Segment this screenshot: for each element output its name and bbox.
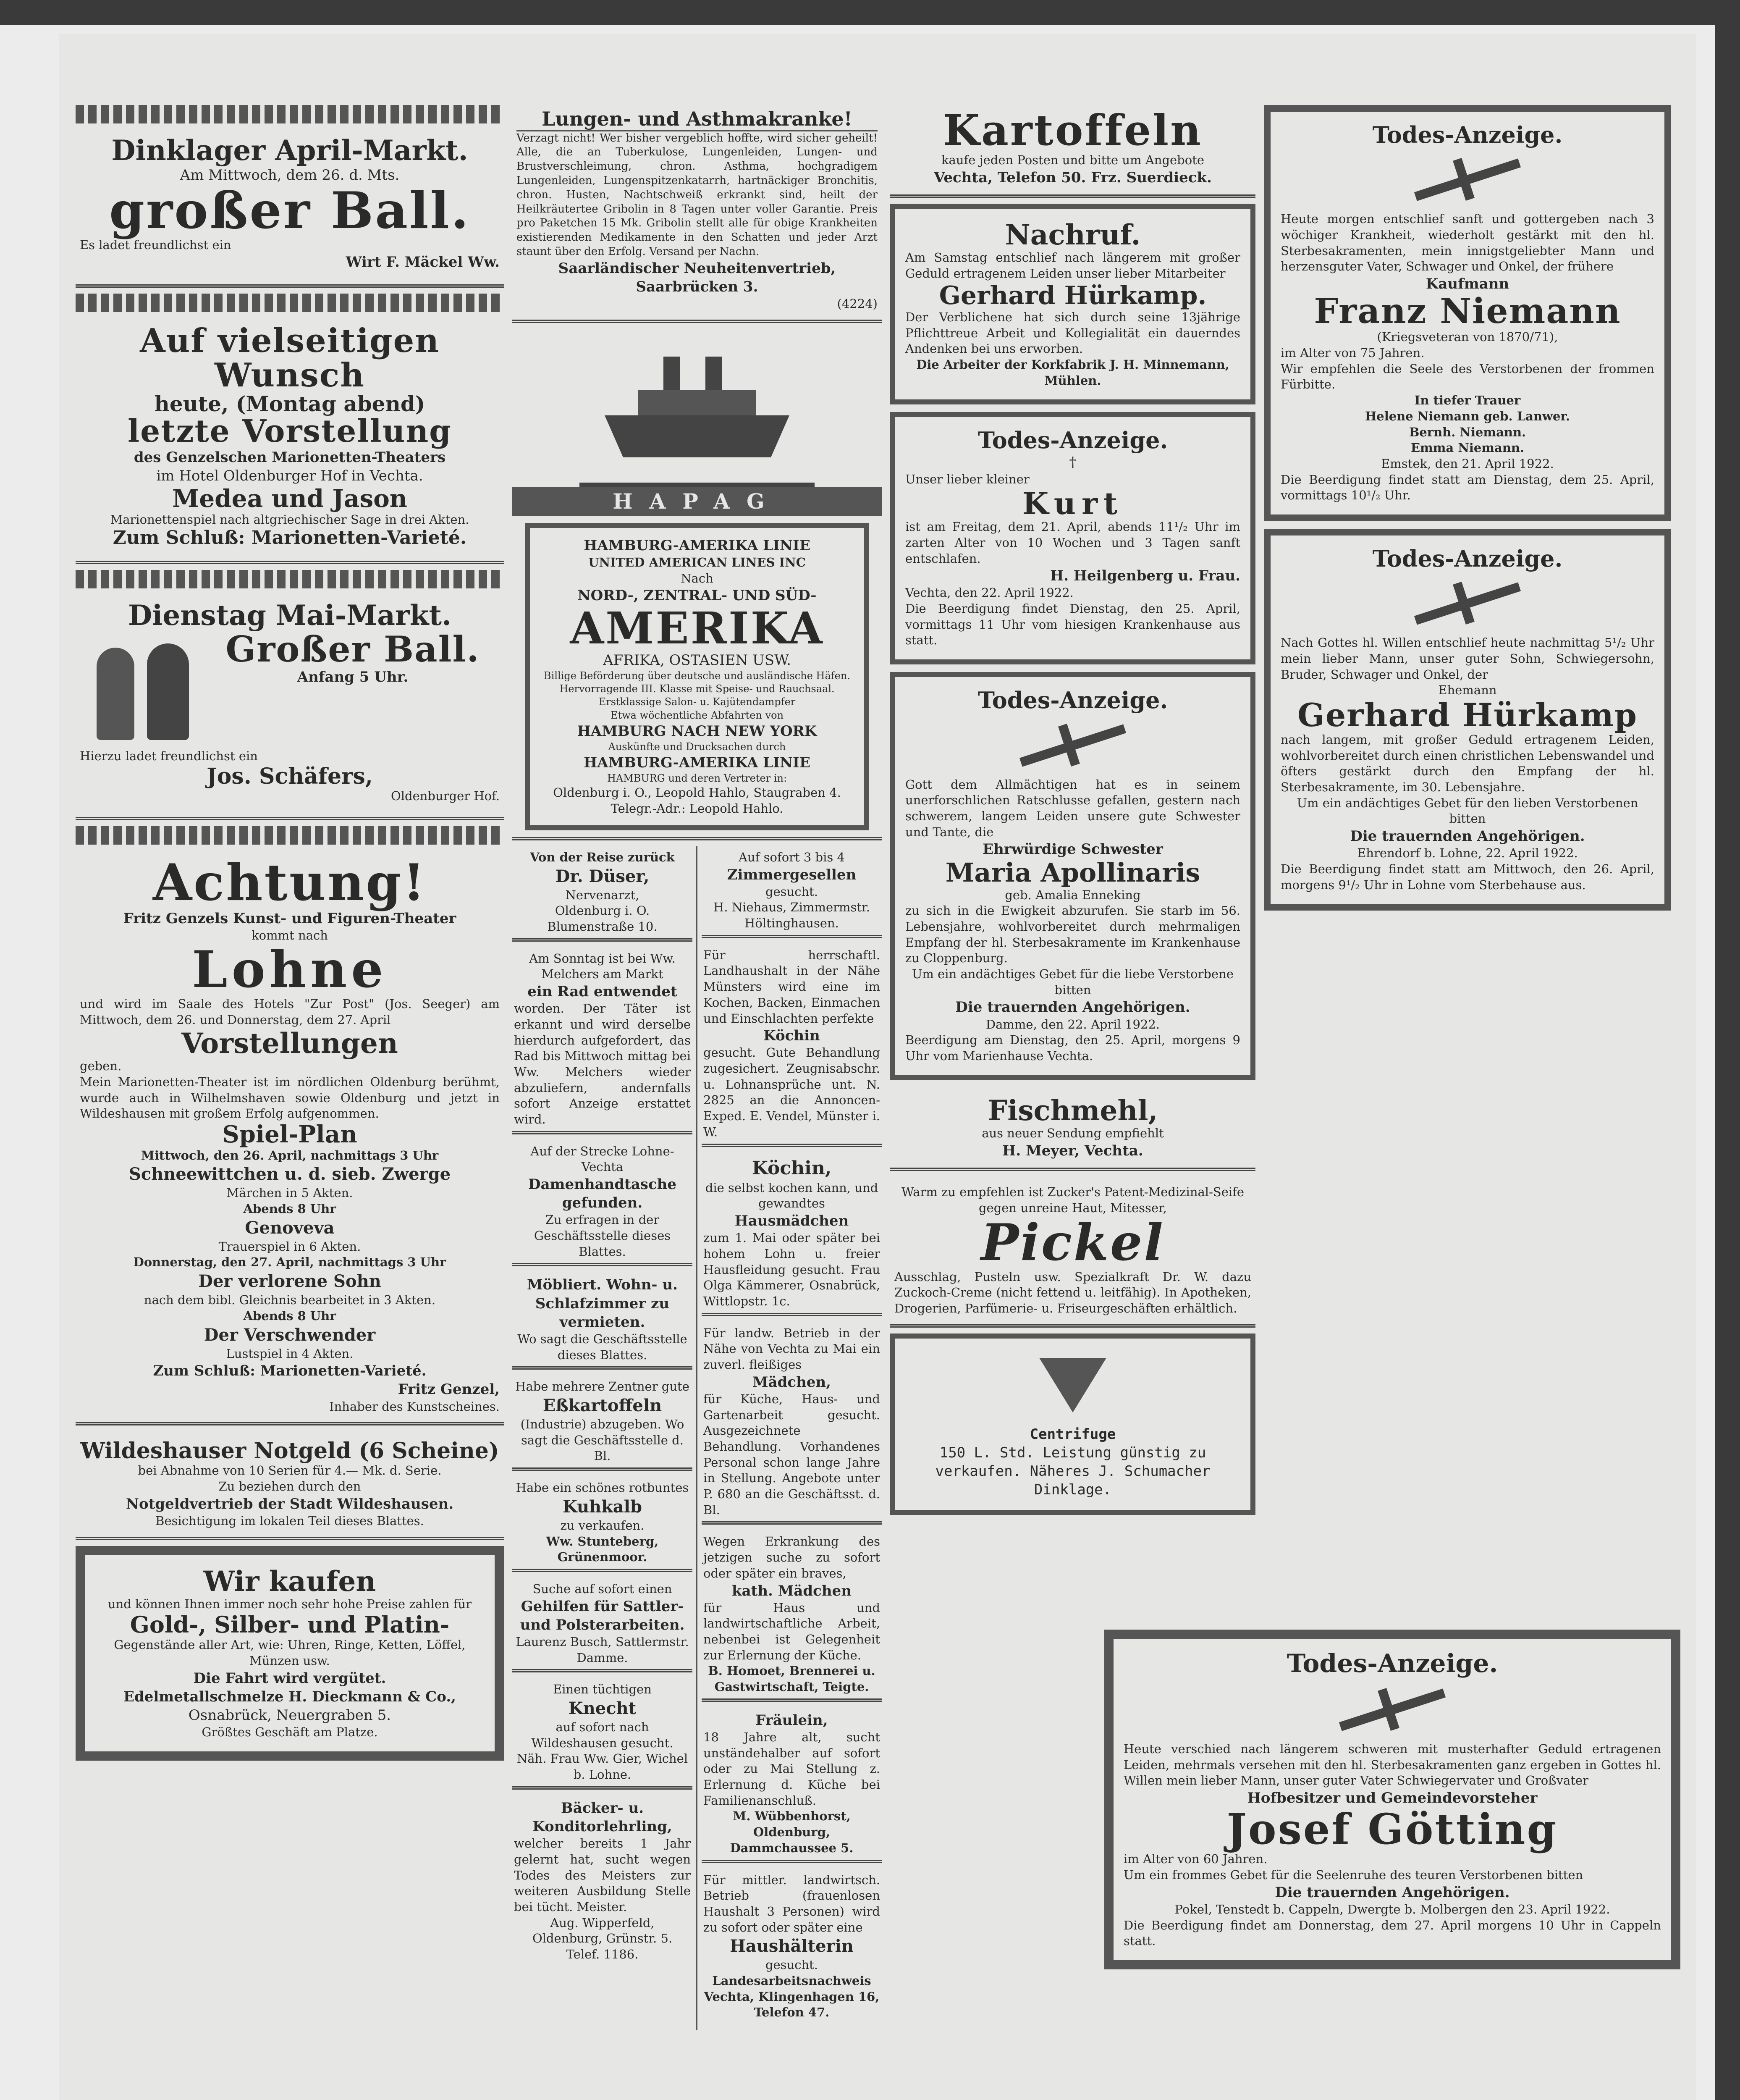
ad-line: aus neuer Sendung empfiehlt (982, 1126, 1164, 1141)
ad-line: Genoveva (245, 1218, 335, 1238)
classified-body: für Küche, Haus- und Gartenarbeit gesucht. Ausgezeichnete Behandlung. Vorhandenes Personal schon lange Jahre in Stellung. Angebote unter P. 680 an die Geschäftsst. d. Bl. (703, 1391, 880, 1517)
ad-wir-kaufen (76, 1546, 504, 1761)
classified-left (512, 846, 697, 2030)
classified-headline: Gehilfen für Sattler- und Polsterarbeiten. (520, 1598, 685, 1633)
column-3 (890, 101, 1255, 1522)
ad-big-text: AMERIKA (570, 602, 824, 654)
ad-line: heute, (Montag abend) (154, 391, 425, 417)
classified-ad (512, 948, 692, 1134)
classified-line: zu verkaufen. (560, 1518, 645, 1533)
cross-icon: † (1069, 454, 1077, 471)
ad-line: Abends 8 Uhr (243, 1202, 336, 1216)
classified-body: 18 Jahre alt, sucht unständehalber auf sofort oder zu Mai Stellung z. Erlernung d. Küche bei Familienanschluß. (703, 1730, 880, 1808)
classified-ad (512, 1140, 692, 1267)
classified-line: M. Wübbenhorst, Oldenburg, Dammchaussee 5. (730, 1809, 854, 1855)
ad-kartoffeln (890, 101, 1255, 198)
ad-fischmehl (890, 1088, 1255, 1171)
notice-name: Kurt (1022, 485, 1124, 521)
notice-body: nach langem, mit großer Geduld ertragenem Leiden, wohlvorbereitet durch einen christlichen Lebenswandel und öfters gestärkt durch den Empfang der hl. Sterbesakramente, im 30. Lebensjahre. (1281, 732, 1654, 794)
notice-place: Pokel, Tenstedt b. Cappeln, Dwergte b. Molbergen den 23. April 1922. (1174, 1902, 1610, 1916)
classified-line: Am Sonntag ist bei Ww. Melchers am Markt (529, 951, 676, 982)
scan-right-edge (1715, 0, 1740, 2100)
classified-headline: Knecht (568, 1698, 637, 1719)
notice-body: Die Beerdigung findet am Donnerstag, dem 27. April morgens 10 Uhr in Cappeln statt. (1124, 1918, 1661, 1948)
classified-line: Nervenarzt, (565, 887, 639, 902)
classified-line: Zu erfragen in der Geschäftsstelle dieses Blattes. (534, 1213, 671, 1259)
ad-line: Telegr.-Adr.: Leopold Hahlo. (611, 801, 784, 816)
nachruf-huerkamp (890, 204, 1255, 404)
ad-big-text: Pickel (981, 1213, 1165, 1272)
classified-line: Habe ein schönes rotbuntes (516, 1480, 689, 1495)
ad-line: Abends 8 Uhr (243, 1308, 336, 1323)
ad-line: Märchen in 5 Akten. (226, 1186, 353, 1200)
notice-line: im Alter von 60 Jahren. (1124, 1852, 1268, 1866)
notice-body: Die Beerdigung findet statt am Mittwoch, den 26. April, morgens 9¹/₂ Uhr in Lohne vom Sterbehause aus. (1281, 861, 1654, 892)
ad-headline: Gold-, Silber- und Platin- (130, 1611, 450, 1638)
classified-line: Ww. Stunteberg, Grünenmoor. (546, 1534, 659, 1564)
ad-headline: Auf vielseitigen Wunsch (140, 321, 440, 394)
notice-line: In tiefer Trauer (1414, 393, 1521, 408)
classified-ad (702, 1530, 882, 1701)
notice-line: Helene Niemann geb. Lanwer. (1365, 409, 1570, 423)
ad-line: HAMBURG-AMERIKA LINIE (584, 754, 810, 772)
notice-body: Um ein andächtiges Gebet für den lieben Verstorbenen bitten (1297, 795, 1638, 826)
notice-name: Gerhard Hürkamp. (939, 281, 1207, 310)
classified-headline: Kuhkalb (563, 1496, 642, 1517)
notice-title: Nachruf. (1005, 218, 1141, 251)
classified-section (512, 846, 882, 2030)
ad-line: HAMBURG und deren Vertreter in: (607, 772, 787, 785)
classified-headline: Zimmergesellen (727, 866, 857, 883)
ad-body: Mein Marionetten-Theater ist im nördlichen Oldenburg berühmt, wurde auch in Wilhelmshaven sowie Oldenburg und jetzt in Wildeshausen mit großem Erfolg aufgenommen. (80, 1075, 500, 1121)
ad-headline: Vorstellungen (181, 1026, 398, 1060)
classified-line: Landesarbeitsnachweis Vechta, Klingenhagen 16, Telefon 47. (704, 1973, 880, 2020)
notice-body: Die Beerdigung findet statt am Dienstag, dem 25. April, vormittags 10¹/₂ Uhr. (1281, 472, 1654, 503)
ad-signature: Jos. Schäfers, (207, 763, 373, 789)
ad-signature: H. Meyer, Vechta. (1002, 1142, 1143, 1159)
classified-body: Für herrschaftl. Landhaushalt in der Nähe Münsters wird eine im Kochen, Backen, Einmachen und Einschlachten perfekte (703, 948, 880, 1026)
notice-place: Vechta, den 22. April 1922. (905, 585, 1074, 600)
ad-big-text: großer Ball. (109, 181, 470, 240)
todes-anzeige-huerkamp (1264, 529, 1671, 911)
ad-line: Es ladet freundlichst ein (80, 237, 231, 252)
ad-body: Ausschlag, Pusteln usw. Spezialkraft Dr. W. dazu Zuckoch-Creme (nicht fettend u. leitfähig). In Apotheken, Drogerien, Parfümerie- u. Friseurgeschäften erhältlich. (894, 1269, 1251, 1315)
classified-line: Suche auf sofort einen (532, 1581, 672, 1596)
ad-line: nach dem bibl. Gleichnis bearbeitet in 3 Akten. (144, 1293, 436, 1307)
ad-line: Saarbrücken 3. (636, 278, 758, 295)
ad-line: Gegenstände aller Art, wie: Uhren, Ringe, Ketten, Löffel, Münzen usw. (114, 1638, 466, 1668)
ad-line: Etwa wöchentliche Abfahrten von (610, 709, 784, 721)
notice-signature: Die Arbeiter der Korkfabrik J. H. Minnemann, Mühlen. (916, 357, 1229, 388)
ad-body: Warm zu empfehlen ist Zucker's Patent-Medizinal-Seife gegen unreine Haut, Mitesser, (901, 1185, 1245, 1215)
notice-line: Kaufmann (1426, 276, 1509, 293)
notice-name: Gerhard Hürkamp (1297, 696, 1638, 734)
ad-line: Hierzu ladet freundlichst ein (80, 748, 258, 763)
ad-big-text: Großer Ball. (225, 628, 480, 670)
classified-line: gesucht. (765, 1958, 818, 1972)
ad-line: Oldenburg i. O., Leopold Hahlo, Staugraben 4. (553, 785, 841, 800)
notice-body: Am Samstag entschlief nach längerem mit großer Geduld ertragenem Leiden unser lieber Mitarbeiter (905, 250, 1240, 281)
notice-name: Josef Götting (1226, 1804, 1558, 1854)
notice-body: Heute verschied nach längerem schweren mit musterhafter Geduld ertragenen Leiden, mehrmals versehen mit den hl. Sterbesakramenten ganz ergeben in Gottes hl. Willen mein lieber Mann, unser guter Vater Schwiegervater und Großvater (1124, 1742, 1661, 1788)
steamship-illustration (579, 331, 815, 487)
classified-line: Wo sagt die Geschäftsstelle dieses Blattes. (517, 1332, 687, 1362)
notice-signature: Die trauernden Angehörigen. (1350, 828, 1585, 845)
classified-right (702, 846, 882, 2030)
notice-line: Hofbesitzer und Gemeindevorsteher (1247, 1790, 1538, 1807)
ad-line: bei Abnahme von 10 Serien für 4.— Mk. d. Serie. (138, 1463, 442, 1478)
classified-line: Auf der Strecke Lohne-Vechta (530, 1144, 674, 1174)
notice-place: Emstek, den 21. April 1922. (1381, 456, 1554, 471)
ad-line: HAMBURG NACH NEW YORK (577, 722, 817, 740)
ad-line: Donnerstag, den 27. April, nachmittags 3 Uhr (133, 1255, 446, 1270)
palm-cross-icon (1321, 1684, 1464, 1735)
hapag-logo: HAPAG (512, 487, 882, 516)
ornament-border (76, 826, 504, 845)
notice-body: Der Verblichene hat sich durch seine 13jährige Pflichttreue Arbeit und Kollegialität ein dauerndes Andenken bei uns erworben. (905, 310, 1240, 356)
ad-body: 150 L. Std. Leistung günstig zu verkaufen. Näheres J. Schumacher Dinklage. (935, 1444, 1211, 1499)
notice-body: Wir empfehlen die Seele des Verstorbenen der frommen Fürbitte. (1281, 361, 1654, 392)
notice-name: Maria Apollinaris (945, 857, 1200, 888)
notice-body: Um ein frommes Gebet für die Seelenruhe des teuren Verstorbenen bitten (1124, 1867, 1583, 1882)
classified-line: B. Homoet, Brennerei u. Gastwirtschaft, Teigte. (708, 1664, 875, 1694)
ad-line: Auskünfte und Drucksachen durch (608, 740, 786, 753)
ad-headline: letzte Vorstellung (128, 413, 452, 450)
ornament-border (76, 570, 504, 588)
hapag-box (525, 523, 869, 830)
notice-body: Unser lieber kleiner (905, 472, 1030, 486)
scan-top-edge (0, 0, 1740, 25)
classified-line: (Industrie) abzugeben. Wo sagt die Geschäftsstelle d. Bl. (520, 1417, 684, 1463)
ad-body: Billige Beförderung über deutsche und ausländische Häfen. Hervorragende III. Klasse mit Speise- und Rauchsaal. Erstklassige Salon- u. Kajütendampfer (544, 669, 850, 708)
ad-notgeld (76, 1431, 504, 1540)
ad-hapag (512, 331, 882, 840)
centrifuge-icon (1022, 1354, 1123, 1421)
ad-headline: Spiel-Plan (222, 1121, 357, 1149)
ad-headline: Achtung! (153, 853, 427, 912)
ad-headline: Fischmehl, (988, 1094, 1158, 1127)
ad-line: Am Mittwoch, dem 26. d. Mts. (180, 166, 400, 184)
ad-line: kommt nach (252, 928, 328, 942)
ad-line: Trauerspiel in 6 Akten. (218, 1239, 361, 1254)
classified-ad (702, 1869, 882, 2024)
ad-line: UNITED AMERICAN LINES INC (588, 555, 806, 570)
notice-name: Franz Niemann (1314, 291, 1621, 332)
ad-signature: Saarländischer Neuheitenvertrieb, (558, 260, 836, 277)
ad-line: Zu beziehen durch den (218, 1479, 361, 1494)
notice-line: (Kriegsveteran von 1870/71), (1377, 330, 1558, 344)
classified-headline: Köchin (763, 1027, 820, 1045)
ad-line: kaufe jeden Posten und bitte um Angebote (941, 153, 1205, 167)
ad-figuren-theater (76, 849, 504, 1426)
notice-line: im Alter von 75 Jahren. (1281, 346, 1425, 360)
ad-line: Marionettenspiel nach altgriechischer Sage in drei Akten. (110, 512, 469, 527)
classified-line: H. Niehaus, Zimmermstr. Höltinghausen. (713, 900, 870, 931)
ad-headline: Medea und Jason (172, 484, 407, 513)
ad-body: Verzagt nicht! Wer bisher vergeblich hoffte, wird sicher geheilt! Alle, die an Tuberkulose, Lungenleiden, Lungen- und Brustverschleimung, chron. Asthma, hochgradigem Lungenleiden, Lungenspitzenkatarrh, hartnäckiger Bronchitis, chron. Husten, Nachtschweiß erkrankt sind, heilt der Heilkräutertee Gribolin in 8 Tagen unter voller Garantie. Preis pro Paketchen 15 Mk. Gribolin stellt alle für obige Krankheiten existierenden Medikamente in den Schatten und jeder Arzt staunt über den Erfolg. Versand per Nachn. (516, 131, 878, 258)
ad-line: Der Verschwender (204, 1325, 376, 1345)
classified-headline: Dr. Düser, (555, 866, 650, 886)
classified-line: Oldenburg i. O. Blumenstraße 10. (547, 903, 658, 934)
notice-place: Ehrendorf b. Lohne, 22. April 1922. (1357, 846, 1578, 861)
todes-anzeige-niemann (1264, 105, 1671, 521)
ad-headline: Dienstag Mai-Markt. (128, 599, 451, 632)
ad-signature: Edelmetallschmelze H. Dieckmann & Co., (123, 1688, 456, 1705)
notice-body: Um ein andächtiges Gebet für die liebe Verstorbene bitten (912, 967, 1234, 997)
classified-ad (512, 1678, 692, 1789)
notice-body: Beerdigung am Dienstag, den 25. April, morgens 9 Uhr vom Marienhause Vechta. (905, 1033, 1240, 1063)
ad-line: NORD-, ZENTRAL- UND SÜD- (577, 587, 817, 604)
ad-line: des Genzelschen Marionetten-Theaters (134, 449, 446, 466)
notice-line: Ehrwürdige Schwester (983, 841, 1163, 858)
notice-body: zu sich in die Ewigkeit abzurufen. Sie starb im 56. Lebensjahre, wohlvorbereitet durch mehrmaligen Empfang der hl. Sterbesakramente im Krankenhause zu Cloppenburg. (905, 903, 1240, 966)
ad-headline: Wildeshauser Notgeld (6 Scheine) (80, 1438, 499, 1464)
ad-line: Fritz Genzels Kunst- und Figuren-Theater (123, 910, 456, 927)
classified-ad (512, 1477, 692, 1572)
notice-title: Todes-Anzeige. (977, 427, 1168, 454)
classified-ad (702, 1708, 882, 1863)
ornament-border (76, 105, 504, 123)
ad-line: Lustspiel in 4 Akten. (226, 1346, 354, 1361)
notice-title: Todes-Anzeige. (977, 687, 1168, 714)
notice-place: Damme, den 22. April 1922. (985, 1017, 1160, 1032)
ad-line: Notgeldvertrieb der Stadt Wildeshausen. (126, 1495, 454, 1512)
todes-anzeige-goetting (1104, 1630, 1680, 1969)
classified-body: Für landw. Betrieb in der Nähe von Vechta zu Mai ein zuverl. fleißiges (703, 1326, 880, 1372)
ad-line: Zum Schluß: Marionetten-Varieté. (113, 527, 467, 549)
palm-cross-icon (1396, 154, 1539, 205)
ad-line: Inhaber des Kunstscheines. (329, 1399, 500, 1414)
classified-ad (512, 1796, 692, 1966)
dancing-couple-illustration (80, 631, 206, 748)
ad-line: Die Fahrt wird vergütet. (193, 1670, 386, 1687)
classified-body: zum 1. Mai oder später bei hohem Lohn u. freier Hausfleidung gesucht. Frau Olga Kämmerer, Osnabrück, Wittlopstr. 1c. (703, 1231, 880, 1309)
notice-title: Todes-Anzeige. (1372, 545, 1563, 572)
classified-line: Aug. Wipperfeld, Oldenburg, Grünstr. 5. Telef. 1186. (532, 1915, 673, 1961)
classified-headline: Fräulein, (755, 1712, 828, 1729)
classified-ad (512, 846, 692, 942)
ad-line: Osnabrück, Neuergraben 5. (188, 1707, 391, 1724)
classified-ad (702, 846, 882, 938)
ad-big-text: Lohne (192, 940, 388, 1000)
notice-signature: Die trauernden Angehörigen. (1275, 1884, 1510, 1901)
palm-cross-icon (1001, 720, 1144, 770)
classified-ad (702, 1153, 882, 1316)
todes-anzeige-kurt (890, 412, 1255, 664)
notice-signature: Die trauernden Angehörigen. (955, 999, 1190, 1016)
classified-headline: Bäcker- u. Konditorlehrling, (532, 1799, 672, 1835)
classified-line: Einen tüchtigen (553, 1682, 652, 1697)
ad-line: Nach (681, 571, 713, 585)
ad-headline: Lungen- und Asthmakranke! (516, 108, 878, 131)
classified-headline: Haushälterin (730, 1936, 854, 1956)
todes-anzeige-maria (890, 672, 1255, 1080)
classified-body: Wegen Erkrankung des jetzigen suche zu sofort oder später ein braves, (703, 1534, 880, 1580)
ad-line: im Hotel Oldenburger Hof in Vechta. (156, 467, 423, 485)
classified-ad (512, 1272, 692, 1370)
ad-line: Mittwoch, den 26. April, nachmittags 3 Uhr (141, 1148, 439, 1163)
classified-body: Für mittler. landwirtsch. Betrieb (frauenlosen Haushalt 3 Personen) wird zu sofort oder später eine (703, 1872, 880, 1935)
ad-lungenkranke (512, 101, 882, 323)
classified-headline: Köchin, (752, 1157, 832, 1179)
ad-line: Besichtigung im lokalen Teil dieses Blattes. (155, 1514, 424, 1528)
ad-code: (4224) (837, 297, 878, 311)
notice-signature: H. Heilgenberg u. Frau. (1050, 567, 1240, 585)
classified-headline: Hausmädchen (734, 1213, 849, 1230)
ad-signature: Wirt F. Mäckel Ww. (346, 254, 500, 271)
classified-line: Auf sofort 3 bis 4 (739, 850, 845, 864)
classified-line: Habe mehrere Zentner gute (515, 1379, 689, 1394)
ad-headline: Kartoffeln (943, 105, 1203, 155)
classified-headline: ein Rad entwendet (527, 983, 677, 1000)
classified-body: welcher bereits 1 Jahr gelernt hat, sucht wegen Todes des Meisters zur weiteren Ausbildung Stelle bei tücht. Meister. (514, 1836, 691, 1914)
ad-dinklager-april-markt (76, 128, 504, 288)
ad-line: Schneewittchen u. d. sieb. Zwerge (128, 1164, 451, 1184)
classified-headline: Damenhandtasche gefunden. (528, 1176, 676, 1212)
ad-pickel-seife (890, 1177, 1255, 1327)
classified-body: für Haus und landwirtschaftliche Arbeit, nebenbei ist Gelegenheit zur Erlernung der Küche. (703, 1600, 880, 1662)
notice-body: Heute morgen entschlief sanft und gottergeben nach 3 wöchiger Krankheit, wiederholt gestärkt mit den hl. Sterbesakramenten, mein innigstgeliebter Mann und herzensguter Vater, Schwager und Onkel, der frühere (1281, 212, 1654, 274)
notice-line: geb. Amalia Enneking (1005, 887, 1141, 902)
notice-body: ist am Freitag, dem 21. April, abends 11¹/₂ Uhr im zarten Alter von 10 Wochen und 3 Tagen sanft entschlafen. (905, 520, 1240, 566)
ad-line: Zum Schluß: Marionetten-Varieté. (153, 1362, 427, 1380)
classified-headline: Möbliert. Wohn- u. Schlafzimmer zu vermieten. (527, 1276, 678, 1331)
ad-line: HAMBURG-AMERIKA LINIE (584, 537, 810, 554)
notice-body: Nach Gottes hl. Willen entschlief heute nachmittag 5¹/₂ Uhr mein lieber Mann, unser guter Sohn, Schwiegersohn, Bruder, Schwager und Onkel, der (1281, 635, 1654, 682)
ornament-border (76, 294, 504, 312)
classified-body: gesucht. Gute Behandlung zugesichert. Zeugnisabschr. u. Lohnansprüche unt. N. 2825 an die Annoncen-Exped. E. Vendel, Münster i. W. (703, 1045, 880, 1139)
ad-line: Größtes Geschäft am Platze. (202, 1725, 378, 1740)
classified-headline: Eßkartoffeln (542, 1396, 662, 1416)
ad-headline: Wir kaufen (203, 1564, 376, 1598)
classified-ad (512, 1578, 692, 1672)
ad-line: und können Ihnen immer noch sehr hohe Preise zahlen für (107, 1597, 472, 1612)
ad-signature: Vechta, Telefon 50. Frz. Suerdieck. (934, 169, 1212, 186)
classified-headline: kath. Mädchen (732, 1582, 852, 1599)
ad-body: und wird im Saale des Hotels "Zur Post" (Jos. Seeger) am Mittwoch, dem 26. und Donnerstag, dem 27. April (80, 997, 500, 1027)
notice-line: Ehemann (1438, 683, 1497, 698)
ad-centrifuge (890, 1334, 1255, 1515)
notice-line: Bernh. Niemann. (1409, 425, 1526, 439)
palm-cross-icon (1396, 578, 1539, 628)
ad-line: Der verlorene Sohn (198, 1271, 381, 1292)
column-1 (76, 101, 504, 1768)
classified-line: die selbst kochen kann, und gewandtes (705, 1180, 878, 1211)
classified-body: worden. Der Täter ist erkannt und wird derselbe hierdurch aufgefordert, das Rad bis Mittwoch mittag bei Ww. Melchers wieder abzuliefern, andernfalls sofort Anzeige erstattet wird. (514, 1001, 691, 1126)
ad-line: Oldenburger Hof. (390, 788, 500, 803)
classified-line: Laurenz Busch, Sattlermstr. Damme. (516, 1634, 689, 1665)
classified-line: auf sofort nach Wildeshausen gesucht. (531, 1720, 673, 1750)
classified-headline: Mädchen, (752, 1373, 831, 1391)
notice-line: Emma Niemann. (1410, 441, 1525, 455)
classified-ad (512, 1376, 692, 1471)
column-2 (512, 101, 882, 2030)
column-4 (1264, 101, 1671, 918)
ad-line: geben. (80, 1059, 122, 1074)
notice-title: Todes-Anzeige. (1287, 1649, 1498, 1678)
classified-line: gesucht. (765, 884, 818, 899)
classified-line: Von der Reise zurück (530, 850, 675, 864)
ad-headline: Centrifuge (1030, 1425, 1116, 1443)
classified-ad (702, 1322, 882, 1525)
ad-headline: Dinklager April-Markt. (111, 134, 468, 167)
notice-body: Die Beerdigung findet Dienstag, den 25. April, vormittags 11 Uhr vom hiesigen Krankenhause aus statt. (905, 601, 1240, 648)
notice-title: Todes-Anzeige. (1372, 121, 1563, 148)
ad-line: AFRIKA, OSTASIEN USW. (603, 651, 791, 669)
notice-body: Gott dem Allmächtigen hat es in seinem unerforschlichen Ratschlusse gefallen, gestern nach schwerem, langem Leiden unsere gute Schwester und Tante, die (905, 777, 1240, 839)
ad-marionetten-theater (76, 316, 504, 564)
ad-line: Anfang 5 Uhr. (297, 669, 409, 686)
classified-line: Näh. Frau Ww. Gier, Wichel b. Lohne. (516, 1751, 688, 1782)
ad-mai-markt (76, 593, 504, 820)
ad-signature: Fritz Genzel, (398, 1381, 500, 1398)
classified-ad (702, 944, 882, 1147)
